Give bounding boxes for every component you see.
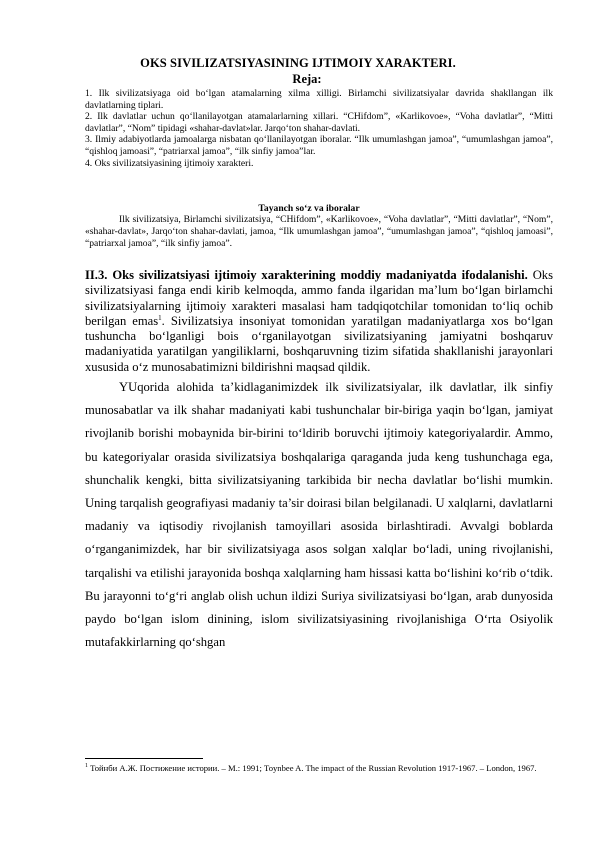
section-text-continued: . Sivilizatsiya insoniyat tomonidan yaratilgan madaniyatlarga xos bo‘lgan tushuncha bo‘lganligi bois o‘rganilayotgan sivilizatsiyaning jamiyatni boshqaruv madaniyatida yaratilgan yangiliklarni, boshqaruvning tizim sifatida shakllanishi jarayonlari xususida o‘z munosabatimizni bildirishni maqsad qildik.	[85, 313, 553, 374]
section-paragraph	[85, 268, 553, 375]
keywords-text: Ilk sivilizatsiya, Birlamchi sivilizatsiya, “CHifdom”, «Karlikovoe», “Voha davlatlar”, “Mitti davlatlar”, “Nom”, «shahar-davlat», Jarqo‘ton shahar-davlati, jamoa, “Ilk umumlashgan jamoa”, “umumlashgan jamoa”, “qishloq jamoasi”, “patriarxal jamoa”, “ilk sinfiy jamoa”.	[85, 214, 553, 250]
plan-item: 4. Oks sivilizatsiyasining ijtimoiy xarakteri.	[85, 157, 254, 169]
body-paragraph: YUqorida alohida ta’kidlaganimizdek ilk sivilizatsiyalar, ilk davlatlar, ilk sinfiy munosabatlar va ilk shahar madaniyati kabi tushunchalar bir-biriga yaqin bo‘lgan, jamiyat rivojlanib borishi mobaynida bir-birini to‘ldirib boruvchi ijtimoiy kategoriyalardir. Ammo, bu kategoriyalar orasida sivilizatsiya boshqalariga qaraganda juda keng tushunchaga ega, shunchalik kengki, bitta sivilizatsiyaning tarkibida bir necha davlatlar bo‘lishi mumkin. Uning tarqalish geografiyasi madaniy ta’sir doirasi bilan belgilanadi. U xalqlarni, davlatlarni madaniy va iqtisodiy rivojlanish tamoyillari asosida birlashtiradi. Avvalgi boblarda o‘rganganimizdek, har bir sivilizatsiyaga asos solgan xalqlar bo‘ladi, uning rivojlanishi, tarqalishi va etilishi jarayonida boshqa xalqlarning ham hissasi katta bo‘lishini ko‘rib o‘tdik. Bu jarayonni to‘g‘ri anglab olish uchun ildizi Suriya sivilizatsiyasi bo‘lgan, arab dunyosida paydo bo‘lgan islom dinining, islom sivilizatsiyasining rivojlanishiga O‘rta Osiyolik mutafakkirlarning qo‘shgan	[85, 380, 553, 650]
footnote-text: Тойнби А.Ж. Постижение истории. – М.: 1991; Toynbee A. The impact of the Russian Revolution 1917-1967. – London, 1967.	[88, 763, 537, 773]
footnote-divider	[85, 758, 203, 759]
footnote	[85, 763, 551, 774]
plan-heading: Reja:	[292, 72, 322, 86]
plan-item: 3. Ilmiy adabiyotlarda jamoalarga nisbatan qo‘llanilayotgan iboralar. “Ilk umumlashgan jamoa”, “umumlashgan jamoa”, “qishloq jamoasi”, “patriarxal jamoa”, “ilk sinfiy jamoa”lar.	[85, 134, 553, 157]
keywords-heading: Tayanch so‘z va iboralar	[258, 203, 360, 214]
section-heading: II.3. Oks sivilizatsiyasi ijtimoiy xarakterining moddiy madaniyatda ifodalanishi.	[85, 268, 528, 282]
plan-list	[85, 88, 553, 169]
document-title: OKS SIVILIZATSIYASINING IJTIMOIY XARAKTERI.	[140, 56, 456, 70]
footnote-reference[interactable]: 1	[158, 313, 162, 322]
plan-item: 2. Ilk davlatlar uchun qo‘llanilayotgan atamalarlarning xillari. “CHifdom”, «Karlikovoe», “Voha davlatlar”, “Mitti davlatlar”, “Nom” tipidagi «shahar-davlat»lar. Jarqo‘ton shahar-davlati.	[85, 111, 553, 134]
footnote-mark: 1	[85, 763, 88, 770]
plan-item: 1. Ilk sivilizatsiyaga oid bo‘lgan atamalarning xilma xilligi. Birlamchi sivilizatsiyalar davrida shakllangan ilk davlatlarning tiplari.	[85, 88, 553, 111]
section-text: Oks sivilizatsiyasi fanga endi kirib kelmoqda, ammo fanda ilgaridan ma’lum bo‘lgan birlamchi sivilizatsiyalarning ijtimoiy xarakteri masalasi ham tadqiqotchilar tomonidan to‘liq ochib berilgan emas	[85, 268, 553, 328]
